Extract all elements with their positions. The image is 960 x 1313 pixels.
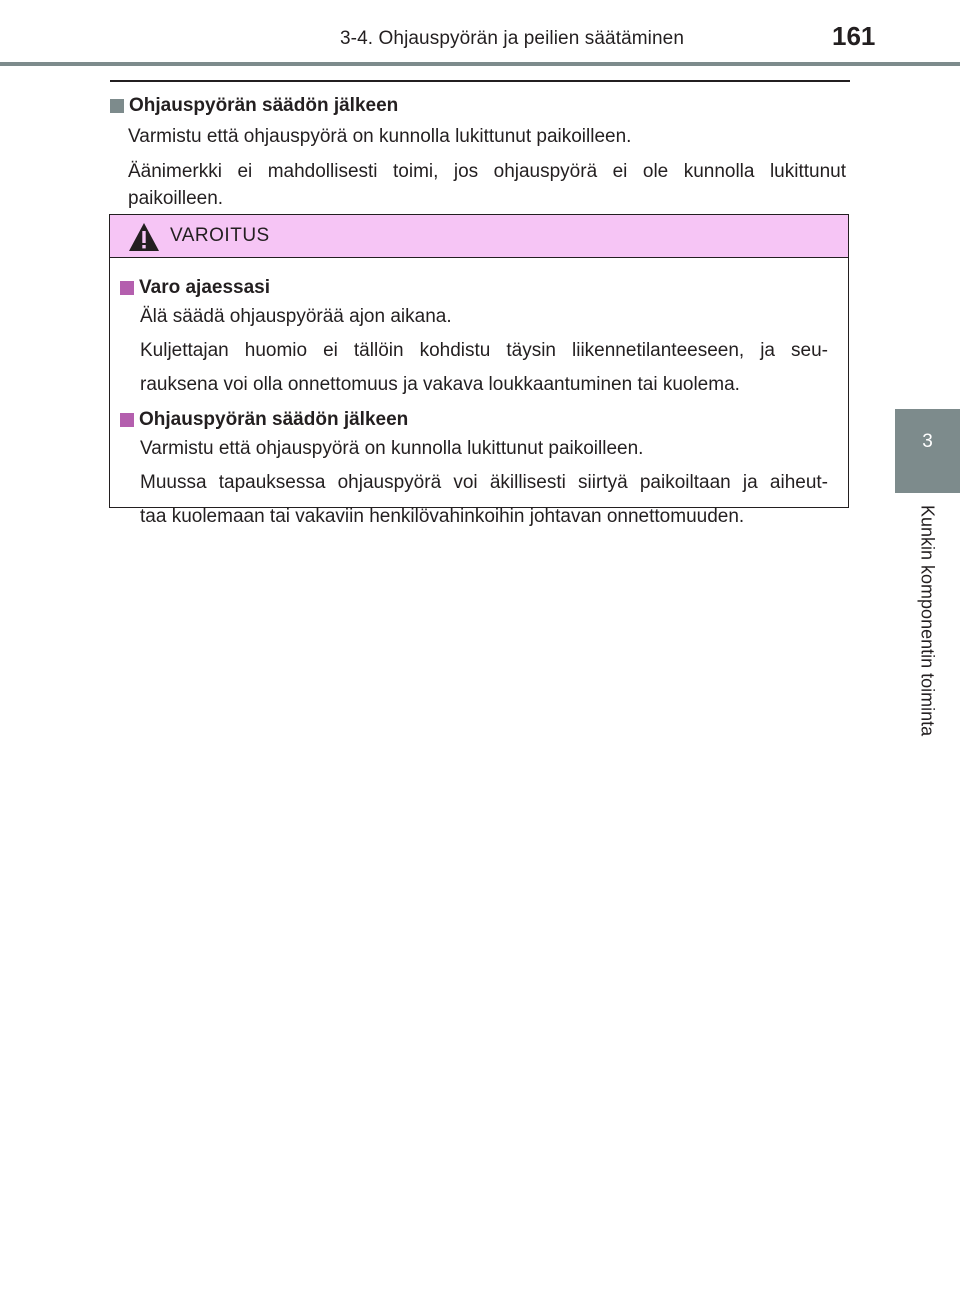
warning-triangle-icon xyxy=(128,222,160,252)
square-bullet-icon xyxy=(120,281,134,295)
section-after-adjustment xyxy=(110,92,846,212)
chapter-title: Kunkin komponentin toiminta xyxy=(917,505,938,737)
section-paragraph: Äänimerkki ei mahdollisesti toimi, jos ohjauspyörä ei ole kunnolla lukittunut paikoilleen. xyxy=(128,161,846,209)
chapter-number: 3 xyxy=(922,431,933,452)
warning-item-heading-text: Varo ajaessasi xyxy=(139,277,270,298)
square-bullet-icon xyxy=(120,413,134,427)
warning-item xyxy=(120,407,828,530)
warning-item-heading-text: Ohjauspyörän säädön jälkeen xyxy=(139,409,409,430)
header-rule xyxy=(0,62,960,66)
warning-body xyxy=(110,258,848,530)
warning-item-line: taa kuolemaan tai vakaviin henkilövahinkoihin johtavan onnettomuuden. xyxy=(140,506,745,527)
warning-item xyxy=(120,275,828,398)
warning-item-line: Varmistu että ohjauspyörä on kunnolla lukittunut paikoilleen. xyxy=(140,438,644,459)
warning-title: VAROITUS xyxy=(170,225,270,246)
header-section-title: 3-4. Ohjauspyörän ja peilien säätäminen xyxy=(340,28,684,49)
warning-item-line: Älä säädä ohjauspyörää ajon aikana. xyxy=(140,306,452,327)
warning-header xyxy=(110,215,848,258)
square-bullet-icon xyxy=(110,99,124,113)
warning-item-line: rauksena voi olla onnettomuus ja vakava loukkaantuminen tai kuolema. xyxy=(140,374,740,395)
section-heading xyxy=(110,92,846,119)
section-heading-text: Ohjauspyörän säädön jälkeen xyxy=(129,95,399,116)
warning-item-heading xyxy=(120,275,828,301)
warning-item-heading xyxy=(120,407,828,433)
warning-item-line: Kuljettajan huomio ei tällöin kohdistu täysin liikennetilanteeseen, ja seu- xyxy=(140,340,828,361)
warning-box xyxy=(109,214,849,527)
content-top-rule xyxy=(110,80,850,82)
section-paragraph: Varmistu että ohjauspyörä on kunnolla lukittunut paikoilleen. xyxy=(128,126,632,147)
page-number: 161 xyxy=(832,21,876,51)
chapter-tab xyxy=(895,409,960,493)
warning-item-line: Muussa tapauksessa ohjauspyörä voi äkillisesti siirtyä paikoiltaan ja aiheut- xyxy=(140,472,828,493)
